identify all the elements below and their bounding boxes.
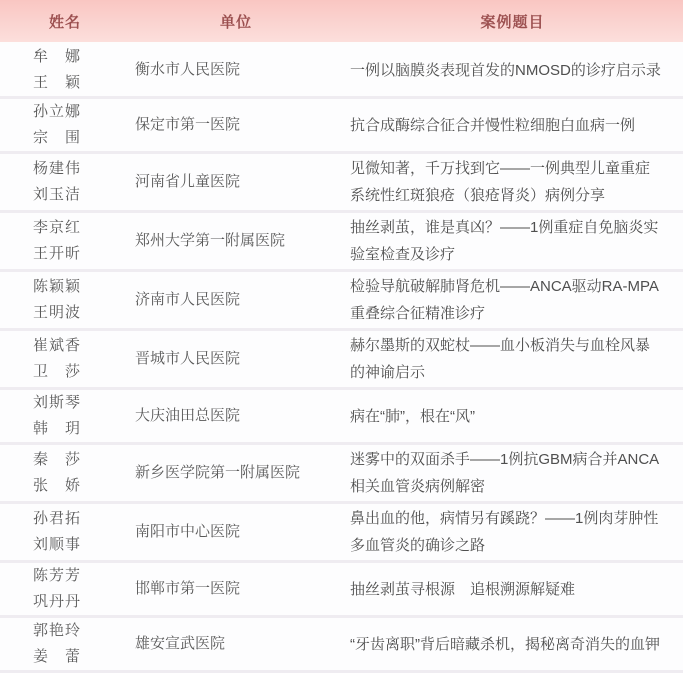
case-title-cell: 病在“肺”，根在“风” [342,389,683,444]
name-line-1: 李京红 [33,219,82,236]
table-row [0,153,683,212]
org-cell: 保定市第一医院 [130,98,342,153]
name-line-1: 陈芳芳 [33,567,82,584]
case-title-cell: 抽丝剥茧，谁是真凶？——1例重症自免脑炎实验室检查及诊疗 [342,212,683,271]
table-row [0,444,683,503]
name-line-1: 杨建伟 [33,160,82,177]
name-line-1: 陈颖颖 [33,278,82,295]
table-row [0,617,683,672]
names-cell [0,98,130,153]
name-line-1: 秦 莎 [33,451,82,468]
names-cell [0,617,130,672]
name-line-1: 崔斌香 [33,337,82,354]
case-title-cell: 迷雾中的双面杀手——1例抗GBM病合并ANCA相关血管炎病例解密 [342,444,683,503]
name-line-2: 刘玉洁 [33,186,82,203]
case-title-cell: 见微知著，千万找到它——一例典型儿童重症系统性红斑狼疮（狼疮肾炎）病例分享 [342,153,683,212]
name-line-2: 王明波 [33,304,82,321]
org-cell: 邯郸市第一医院 [130,562,342,617]
names-cell [0,503,130,562]
names-cell [0,562,130,617]
org-cell: 衡水市人民医院 [130,43,342,98]
case-title-cell: 抗合成酶综合征合并慢性粒细胞白血病一例 [342,98,683,153]
name-line-2: 姜 蕾 [33,648,82,665]
header-row [0,0,683,43]
org-cell: 新乡医学院第一附属医院 [130,444,342,503]
names-cell [0,212,130,271]
names-cell [0,153,130,212]
names-cell [0,43,130,98]
case-title-cell: 一例以脑膜炎表现首发的NMOSD的诊疗启示录 [342,43,683,98]
table-row [0,43,683,98]
table-row [0,330,683,389]
org-cell: 大庆油田总医院 [130,389,342,444]
org-cell: 郑州大学第一附属医院 [130,212,342,271]
names-cell [0,389,130,444]
name-line-1: 牟 娜 [33,48,82,65]
table-body [0,43,683,672]
case-title-cell: 抽丝剥茧寻根源 追根溯源解疑难 [342,562,683,617]
org-cell: 雄安宣武医院 [130,617,342,672]
column-header-org: 单位 [130,0,342,43]
case-title-cell: 赫尔墨斯的双蛇杖——血小板消失与血栓风暴的神谕启示 [342,330,683,389]
table-row [0,503,683,562]
name-line-2: 刘顺事 [33,536,82,553]
name-line-1: 孙立娜 [33,103,82,120]
case-title-cell: “牙齿离职”背后暗藏杀机，揭秘离奇消失的血钾 [342,617,683,672]
table-row [0,271,683,330]
table-row [0,389,683,444]
table-row [0,98,683,153]
name-line-1: 孙君拓 [33,510,82,527]
name-line-2: 韩 玥 [33,420,82,437]
org-cell: 济南市人民医院 [130,271,342,330]
case-title-cell: 检验导航破解肺肾危机——ANCA驱动RA-MPA重叠综合征精准诊疗 [342,271,683,330]
org-cell: 河南省儿童医院 [130,153,342,212]
table-header [0,0,683,43]
name-line-2: 王 颖 [33,74,82,91]
column-header-case-title: 案例题目 [342,0,683,43]
name-line-2: 王开昕 [33,245,82,262]
name-line-1: 刘斯琴 [33,394,82,411]
names-cell [0,444,130,503]
case-title-cell: 鼻出血的他，病情另有蹊跷？——1例肉芽肿性多血管炎的确诊之路 [342,503,683,562]
name-line-2: 巩丹丹 [33,593,82,610]
name-line-2: 卫 莎 [33,363,82,380]
name-line-2: 宗 围 [33,129,82,146]
names-cell [0,271,130,330]
org-cell: 南阳市中心医院 [130,503,342,562]
table-row [0,212,683,271]
names-cell [0,330,130,389]
name-line-2: 张 娇 [33,477,82,494]
column-header-name: 姓名 [0,0,130,43]
org-cell: 晋城市人民医院 [130,330,342,389]
table-row [0,562,683,617]
name-line-1: 郭艳玲 [33,622,82,639]
